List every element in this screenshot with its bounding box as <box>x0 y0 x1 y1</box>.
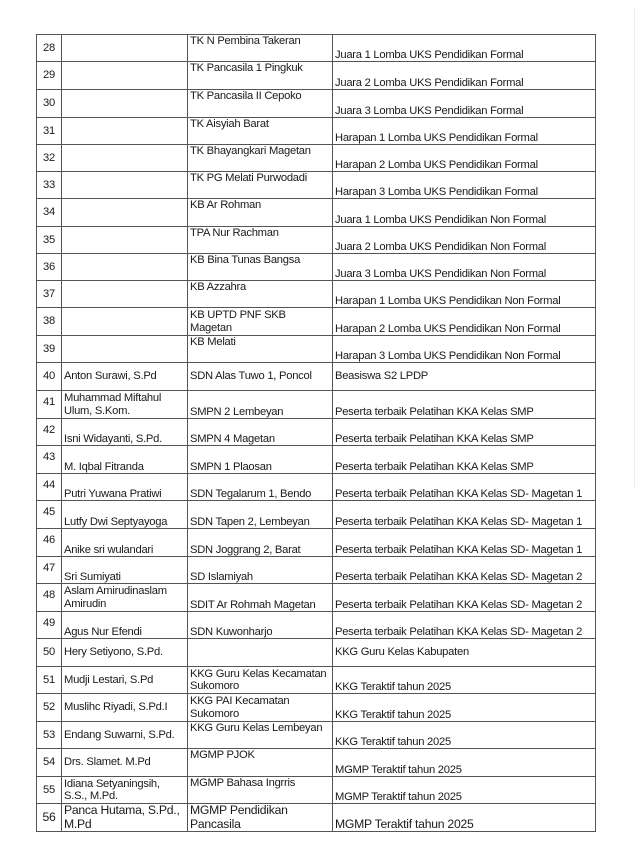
table-row <box>37 667 596 694</box>
table-row <box>37 722 596 749</box>
institution-cell <box>188 694 333 722</box>
award-cell <box>333 145 596 172</box>
table-row <box>37 612 596 639</box>
row-number: 56 <box>42 809 56 824</box>
row-number: 40 <box>43 370 55 383</box>
name-cell-text: Mudji Lestari, S.Pd <box>64 673 154 686</box>
institution-cell-text: KB UPTD PNF SKB <box>190 309 286 322</box>
table-row <box>37 308 596 336</box>
institution-cell <box>188 474 333 501</box>
award-cell-text: Juara 2 Lomba UKS Pendidikan Formal <box>335 76 524 89</box>
institution-cell-text: SDIT Ar Rohmah Magetan <box>190 598 316 611</box>
award-cell-text: Harapan 3 Lomba UKS Pendidikan Non Formal <box>335 349 561 362</box>
award-cell <box>333 446 596 474</box>
table-row <box>37 336 596 363</box>
award-cell-text: MGMP Teraktif tahun 2025 <box>335 763 462 776</box>
institution-cell-text: TK Aisyiah Barat <box>190 118 269 130</box>
row-number-cell <box>37 145 62 172</box>
table-row <box>37 446 596 474</box>
row-number-cell <box>37 62 62 90</box>
name-cell-text: S.S., M.Pd. <box>64 790 118 802</box>
table-row <box>37 145 596 172</box>
institution-cell-text: TK Bhayangkari Magetan <box>190 145 311 157</box>
table-row <box>37 804 596 832</box>
table-row <box>37 199 596 227</box>
table-row <box>37 419 596 446</box>
institution-cell-text: SD Islamiyah <box>190 570 253 583</box>
institution-cell <box>188 777 333 804</box>
institution-cell <box>188 501 333 529</box>
row-number: 34 <box>43 206 55 219</box>
awards-table <box>36 34 596 832</box>
table-row <box>37 474 596 501</box>
award-cell-text: Peserta terbaik Pelatihan KKA Kelas SD- Magetan 1 <box>335 487 583 500</box>
name-cell-text: Anton Surawi, S.Pd <box>64 370 157 383</box>
award-cell <box>333 35 596 62</box>
row-number-cell <box>37 474 62 501</box>
institution-cell <box>188 254 333 281</box>
name-cell <box>62 612 188 639</box>
table-row <box>37 227 596 254</box>
row-number: 46 <box>43 534 55 546</box>
table-row <box>37 557 596 584</box>
table-row <box>37 90 596 118</box>
row-number-cell <box>37 777 62 804</box>
institution-cell <box>188 62 333 90</box>
row-number-cell <box>37 90 62 118</box>
name-cell-text: Sri Sumiyati <box>64 570 121 583</box>
row-number-cell <box>37 667 62 694</box>
award-cell <box>333 281 596 308</box>
institution-cell-text: TK Pancasila II Cepoko <box>190 90 302 102</box>
name-cell-text: Panca Hutama, S.Pd., <box>64 803 180 818</box>
institution-cell-text: TPA Nur Rachman <box>190 227 279 239</box>
institution-cell <box>188 90 333 118</box>
table-row <box>37 62 596 90</box>
row-number-cell <box>37 446 62 474</box>
institution-cell-text: Sukomoro <box>190 680 239 692</box>
row-number: 29 <box>43 69 55 82</box>
institution-cell-text: Pancasila <box>190 816 241 831</box>
name-cell-text: Putri Yuwana Pratiwi <box>64 487 162 500</box>
award-cell-text: Juara 3 Lomba UKS Pendidikan Non Formal <box>335 267 547 280</box>
name-cell-text: Hery Setiyono, S.Pd. <box>64 646 163 659</box>
row-number: 31 <box>43 124 55 137</box>
institution-cell <box>188 804 333 832</box>
award-cell-text: KKG Teraktif tahun 2025 <box>335 708 451 721</box>
name-cell <box>62 667 188 694</box>
award-cell-text: Harapan 3 Lomba UKS Pendidikan Formal <box>335 185 538 198</box>
institution-cell-text: SDN Tegalarum 1, Bendo <box>190 487 312 500</box>
row-number-cell <box>37 722 62 749</box>
award-cell-text: Peserta terbaik Pelatihan KKA Kelas SMP <box>335 405 534 418</box>
award-cell-text: Juara 2 Lomba UKS Pendidikan Non Formal <box>335 240 547 253</box>
name-cell <box>62 501 188 529</box>
institution-cell <box>188 419 333 446</box>
institution-cell-text: SMPN 1 Plaosan <box>190 460 272 473</box>
award-cell-text: KKG Teraktif tahun 2025 <box>335 735 451 748</box>
row-number-cell <box>37 391 62 419</box>
institution-cell <box>188 749 333 777</box>
name-cell-text: Anike sri wulandari <box>64 543 154 556</box>
row-number-cell <box>37 612 62 639</box>
name-cell <box>62 308 188 336</box>
institution-cell <box>188 667 333 694</box>
row-number-cell <box>37 227 62 254</box>
institution-cell <box>188 529 333 557</box>
award-cell <box>333 336 596 363</box>
name-cell <box>62 281 188 308</box>
institution-cell <box>188 584 333 612</box>
table-row <box>37 639 596 667</box>
award-cell <box>333 199 596 227</box>
award-cell <box>333 501 596 529</box>
award-cell-text: MGMP Teraktif tahun 2025 <box>335 790 462 803</box>
award-cell-text: Peserta terbaik Pelatihan KKA Kelas SD- Magetan 1 <box>335 543 583 556</box>
row-number: 53 <box>43 728 55 741</box>
institution-cell <box>188 227 333 254</box>
name-cell <box>62 474 188 501</box>
row-number: 41 <box>43 396 55 408</box>
institution-cell-text: KB Ar Rohman <box>190 199 261 211</box>
award-cell-text: Peserta terbaik Pelatihan KKA Kelas SD- Magetan 2 <box>335 570 583 583</box>
table-row <box>37 529 596 557</box>
name-cell-text: Aslam Amirudinaslam <box>64 585 167 598</box>
award-cell <box>333 777 596 804</box>
institution-cell <box>188 363 333 391</box>
table-row <box>37 172 596 199</box>
name-cell <box>62 419 188 446</box>
institution-cell-text: KB Melati <box>190 336 236 348</box>
name-cell-text: Muhammad Miftahul <box>64 392 162 405</box>
table-row <box>37 35 596 62</box>
award-cell-text: Beasiswa S2 LPDP <box>335 370 429 383</box>
row-number: 36 <box>43 260 55 273</box>
name-cell <box>62 227 188 254</box>
row-number-cell <box>37 529 62 557</box>
table-row <box>37 118 596 145</box>
award-cell <box>333 474 596 501</box>
row-number-cell <box>37 804 62 832</box>
name-cell <box>62 694 188 722</box>
name-cell <box>62 804 188 832</box>
name-cell-text: Drs. Slamet. M.Pd <box>64 756 151 769</box>
row-number-cell <box>37 749 62 777</box>
row-number: 30 <box>43 97 55 110</box>
award-cell-text: Peserta terbaik Pelatihan KKA Kelas SD- Magetan 1 <box>335 515 583 528</box>
row-number: 48 <box>43 589 55 601</box>
name-cell-text: M. Iqbal Fitranda <box>64 460 144 473</box>
award-cell <box>333 749 596 777</box>
table-row <box>37 501 596 529</box>
row-number: 42 <box>43 424 55 436</box>
award-cell-text: KKG Guru Kelas Kabupaten <box>335 646 469 659</box>
row-number: 54 <box>43 756 55 769</box>
row-number: 55 <box>43 783 55 796</box>
institution-cell-text: KB Azzahra <box>190 281 246 293</box>
name-cell-text: Lutfy Dwi Septyayoga <box>64 515 168 528</box>
award-cell <box>333 62 596 90</box>
institution-cell-text: SDN Tapen 2, Lembeyan <box>190 515 310 528</box>
name-cell <box>62 145 188 172</box>
award-cell <box>333 667 596 694</box>
award-cell-text: Harapan 2 Lomba UKS Pendidikan Non Formal <box>335 322 561 335</box>
row-number: 32 <box>43 151 55 164</box>
institution-cell-text: TK Pancasila 1 Pingkuk <box>190 62 303 74</box>
row-number: 47 <box>43 562 55 574</box>
institution-cell <box>188 557 333 584</box>
award-cell <box>333 118 596 145</box>
institution-cell <box>188 118 333 145</box>
award-cell <box>333 639 596 667</box>
row-number-cell <box>37 199 62 227</box>
institution-cell <box>188 172 333 199</box>
institution-cell-text: SDN Joggrang 2, Barat <box>190 543 301 556</box>
row-number: 49 <box>43 617 55 629</box>
award-cell-text: KKG Teraktif tahun 2025 <box>335 680 451 693</box>
institution-cell-text: KKG Guru Kelas Lembeyan <box>190 722 323 734</box>
award-cell <box>333 612 596 639</box>
name-cell-text: Amirudin <box>64 597 107 610</box>
name-cell <box>62 199 188 227</box>
table-row <box>37 281 596 308</box>
table-row <box>37 777 596 804</box>
award-cell <box>333 308 596 336</box>
row-number: 35 <box>43 233 55 246</box>
name-cell <box>62 639 188 667</box>
award-cell-text: Juara 1 Lomba UKS Pendidikan Formal <box>335 48 524 61</box>
award-cell <box>333 363 596 391</box>
table-row <box>37 749 596 777</box>
institution-cell <box>188 145 333 172</box>
award-cell <box>333 557 596 584</box>
name-cell <box>62 391 188 419</box>
institution-cell <box>188 336 333 363</box>
row-number: 33 <box>43 178 55 191</box>
institution-cell <box>188 199 333 227</box>
name-cell <box>62 336 188 363</box>
row-number-cell <box>37 639 62 667</box>
institution-cell-text: KKG PAI Kecamatan <box>190 695 290 708</box>
table-row <box>37 254 596 281</box>
row-number: 52 <box>43 701 55 714</box>
award-cell <box>333 172 596 199</box>
institution-cell <box>188 612 333 639</box>
institution-cell <box>188 639 333 667</box>
institution-cell-text: KB Bina Tunas Bangsa <box>190 254 301 266</box>
award-cell-text: Juara 3 Lomba UKS Pendidikan Formal <box>335 104 524 117</box>
row-number-cell <box>37 281 62 308</box>
award-cell <box>333 694 596 722</box>
row-number-cell <box>37 584 62 612</box>
name-cell <box>62 557 188 584</box>
name-cell-text: Endang Suwarni, S.Pd. <box>64 728 175 741</box>
name-cell <box>62 584 188 612</box>
name-cell <box>62 118 188 145</box>
institution-cell <box>188 35 333 62</box>
name-cell <box>62 254 188 281</box>
award-cell <box>333 419 596 446</box>
award-cell <box>333 391 596 419</box>
row-number: 51 <box>43 673 55 686</box>
name-cell-text: M.Pd <box>64 816 92 831</box>
table-row <box>37 694 596 722</box>
name-cell <box>62 446 188 474</box>
award-cell <box>333 227 596 254</box>
award-cell-text: Peserta terbaik Pelatihan KKA Kelas SD- Magetan 2 <box>335 625 583 638</box>
row-number: 45 <box>43 506 55 518</box>
award-cell-text: Harapan 1 Lomba UKS Pendidikan Non Formal <box>335 294 561 307</box>
institution-cell-text: SMPN 2 Lembeyan <box>190 405 284 418</box>
name-cell <box>62 35 188 62</box>
institution-cell-text: Sukomoro <box>190 707 239 720</box>
award-cell <box>333 90 596 118</box>
name-cell-text: Muslihc Riyadi, S.Pd.I <box>64 701 168 714</box>
table-row <box>37 584 596 612</box>
name-cell-text: Idiana Setyaningsih, <box>64 777 160 790</box>
institution-cell-text: TK N Pembina Takeran <box>190 35 301 47</box>
name-cell <box>62 62 188 90</box>
name-cell-text: Agus Nur Efendi <box>64 625 142 638</box>
name-cell <box>62 529 188 557</box>
awards-table-body <box>37 35 596 832</box>
award-cell <box>333 722 596 749</box>
award-cell-text: MGMP Teraktif tahun 2025 <box>335 816 474 831</box>
row-number: 43 <box>43 451 55 463</box>
name-cell <box>62 749 188 777</box>
table-row <box>37 391 596 419</box>
institution-cell <box>188 281 333 308</box>
row-number-cell <box>37 419 62 446</box>
row-number-cell <box>37 308 62 336</box>
name-cell <box>62 777 188 804</box>
name-cell <box>62 172 188 199</box>
institution-cell-text: TK PG Melati Purwodadi <box>190 172 307 184</box>
award-cell-text: Juara 1 Lomba UKS Pendidikan Non Formal <box>335 213 547 226</box>
institution-cell-text: KKG Guru Kelas Kecamatan <box>190 667 327 680</box>
row-number-cell <box>37 501 62 529</box>
award-cell-text: Harapan 1 Lomba UKS Pendidikan Formal <box>335 131 538 144</box>
name-cell-text: Isni Widayanti, S.Pd. <box>64 432 162 445</box>
row-number-cell <box>37 254 62 281</box>
name-cell <box>62 722 188 749</box>
institution-cell-text: SDN Alas Tuwo 1, Poncol <box>190 370 312 383</box>
row-number-cell <box>37 35 62 62</box>
institution-cell-text: SMPN 4 Magetan <box>190 432 275 445</box>
institution-cell-text: Magetan <box>190 321 232 334</box>
institution-cell <box>188 446 333 474</box>
award-cell-text: Peserta terbaik Pelatihan KKA Kelas SMP <box>335 432 534 445</box>
row-number: 44 <box>43 479 55 491</box>
award-cell <box>333 804 596 832</box>
name-cell <box>62 90 188 118</box>
row-number-cell <box>37 118 62 145</box>
award-cell <box>333 254 596 281</box>
institution-cell-text: SDN Kuwonharjo <box>190 625 273 638</box>
award-cell-text: Peserta terbaik Pelatihan KKA Kelas SD- Magetan 2 <box>335 598 583 611</box>
page-edge-divider <box>634 8 635 488</box>
institution-cell <box>188 722 333 749</box>
award-cell-text: Harapan 2 Lomba UKS Pendidikan Formal <box>335 158 538 171</box>
name-cell-text: Ulum, S.Kom. <box>64 404 131 417</box>
row-number-cell <box>37 557 62 584</box>
institution-cell <box>188 308 333 336</box>
row-number: 28 <box>43 41 55 54</box>
award-cell <box>333 529 596 557</box>
award-cell-text: Peserta terbaik Pelatihan KKA Kelas SMP <box>335 460 534 473</box>
name-cell <box>62 363 188 391</box>
institution-cell-text: MGMP Pendidikan <box>190 803 288 818</box>
row-number-cell <box>37 363 62 391</box>
institution-cell-text: MGMP Bahasa Ingrris <box>190 777 296 789</box>
row-number: 39 <box>43 342 55 355</box>
row-number: 50 <box>43 646 55 659</box>
table-row <box>37 363 596 391</box>
institution-cell-text: MGMP PJOK <box>190 749 255 761</box>
row-number-cell <box>37 336 62 363</box>
institution-cell <box>188 391 333 419</box>
row-number: 37 <box>43 287 55 300</box>
row-number-cell <box>37 172 62 199</box>
award-cell <box>333 584 596 612</box>
row-number: 38 <box>43 315 55 328</box>
row-number-cell <box>37 694 62 722</box>
